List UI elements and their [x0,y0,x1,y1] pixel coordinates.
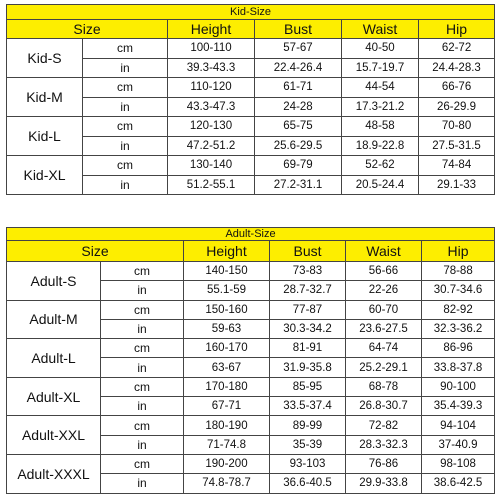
hip-value: 94-104 [422,416,495,435]
size-label: Adult-S [7,262,101,301]
waist-value: 17.3-21.2 [342,97,419,117]
height-value: 120-130 [168,117,255,137]
adult-size-table [6,227,495,494]
height-value: 74.8-78.7 [184,474,270,493]
waist-value: 26.8-30.7 [346,397,422,416]
bust-value: 93-103 [270,454,346,473]
unit-cm: cm [101,377,184,396]
table-row [7,416,495,435]
height-value: 55.1-59 [184,281,270,300]
unit-in: in [101,319,184,338]
bust-value: 89-99 [270,416,346,435]
header-size: Size [7,20,168,39]
hip-value: 33.8-37.8 [422,358,495,377]
header-bust: Bust [270,241,346,262]
height-value: 170-180 [184,377,270,396]
waist-value: 72-82 [346,416,422,435]
header-bust: Bust [255,20,342,39]
size-label: Adult-M [7,300,101,339]
header-hip: Hip [419,20,495,39]
bust-value: 77-87 [270,300,346,319]
hip-value: 27.5-31.5 [419,136,495,156]
height-value: 130-140 [168,156,255,176]
height-value: 190-200 [184,454,270,473]
unit-in: in [83,97,168,117]
table-row [7,454,495,473]
unit-cm: cm [83,78,168,98]
waist-value: 25.2-29.1 [346,358,422,377]
height-value: 100-110 [168,39,255,59]
height-value: 67-71 [184,397,270,416]
height-value: 71-74.8 [184,435,270,454]
table-row [7,39,495,59]
waist-value: 23.6-27.5 [346,319,422,338]
size-label: Adult-XXL [7,416,101,455]
hip-value: 38.6-42.5 [422,474,495,493]
hip-value: 26-29.9 [419,97,495,117]
unit-in: in [101,358,184,377]
waist-value: 52-62 [342,156,419,176]
size-label: Kid-XL [7,156,83,195]
size-label: Adult-XL [7,377,101,416]
waist-value: 64-74 [346,339,422,358]
bust-value: 33.5-37.4 [270,397,346,416]
unit-cm: cm [83,117,168,137]
size-label: Adult-XXXL [7,454,101,493]
bust-value: 69-79 [255,156,342,176]
bust-value: 25.6-29.5 [255,136,342,156]
waist-value: 56-66 [346,262,422,281]
unit-in: in [101,397,184,416]
hip-value: 74-84 [419,156,495,176]
hip-value: 62-72 [419,39,495,59]
hip-value: 30.7-34.6 [422,281,495,300]
height-value: 180-190 [184,416,270,435]
height-value: 63-67 [184,358,270,377]
unit-cm: cm [101,454,184,473]
bust-value: 24-28 [255,97,342,117]
hip-value: 86-96 [422,339,495,358]
hip-value: 37-40.9 [422,435,495,454]
waist-value: 76-86 [346,454,422,473]
unit-in: in [101,281,184,300]
waist-value: 68-78 [346,377,422,396]
hip-value: 70-80 [419,117,495,137]
size-label: Kid-L [7,117,83,156]
adult-size-title: Adult-Size [7,228,495,241]
size-label: Kid-S [7,39,83,78]
hip-value: 32.3-36.2 [422,319,495,338]
unit-cm: cm [101,416,184,435]
kid-size-table [6,4,495,195]
height-value: 150-160 [184,300,270,319]
unit-cm: cm [83,39,168,59]
bust-value: 85-95 [270,377,346,396]
table-row [7,300,495,319]
bust-value: 22.4-26.4 [255,58,342,78]
header-height: Height [184,241,270,262]
table-row [7,117,495,137]
height-value: 39.3-43.3 [168,58,255,78]
size-label: Kid-M [7,78,83,117]
waist-value: 40-50 [342,39,419,59]
waist-value: 15.7-19.7 [342,58,419,78]
waist-value: 29.9-33.8 [346,474,422,493]
size-label: Adult-L [7,339,101,378]
bust-value: 30.3-34.2 [270,319,346,338]
height-value: 110-120 [168,78,255,98]
hip-value: 35.4-39.3 [422,397,495,416]
bust-value: 31.9-35.8 [270,358,346,377]
bust-value: 36.6-40.5 [270,474,346,493]
bust-value: 27.2-31.1 [255,175,342,195]
hip-value: 90-100 [422,377,495,396]
hip-value: 98-108 [422,454,495,473]
hip-value: 66-76 [419,78,495,98]
waist-value: 20.5-24.4 [342,175,419,195]
unit-in: in [83,175,168,195]
waist-value: 22-26 [346,281,422,300]
header-size: Size [7,241,184,262]
bust-value: 57-67 [255,39,342,59]
height-value: 47.2-51.2 [168,136,255,156]
unit-cm: cm [101,262,184,281]
bust-value: 81-91 [270,339,346,358]
table-row [7,339,495,358]
waist-value: 18.9-22.8 [342,136,419,156]
waist-value: 48-58 [342,117,419,137]
height-value: 43.3-47.3 [168,97,255,117]
waist-value: 60-70 [346,300,422,319]
hip-value: 29.1-33 [419,175,495,195]
table-row [7,156,495,176]
bust-value: 35-39 [270,435,346,454]
header-waist: Waist [342,20,419,39]
unit-in: in [83,58,168,78]
height-value: 160-170 [184,339,270,358]
bust-value: 65-75 [255,117,342,137]
header-waist: Waist [346,241,422,262]
header-hip: Hip [422,241,495,262]
height-value: 140-150 [184,262,270,281]
height-value: 51.2-55.1 [168,175,255,195]
table-row [7,377,495,396]
unit-in: in [101,474,184,493]
hip-value: 24.4-28.3 [419,58,495,78]
unit-in: in [101,435,184,454]
waist-value: 28.3-32.3 [346,435,422,454]
bust-value: 61-71 [255,78,342,98]
header-height: Height [168,20,255,39]
unit-in: in [83,136,168,156]
bust-value: 73-83 [270,262,346,281]
hip-value: 78-88 [422,262,495,281]
table-row [7,78,495,98]
waist-value: 44-54 [342,78,419,98]
table-row [7,262,495,281]
unit-cm: cm [101,300,184,319]
unit-cm: cm [101,339,184,358]
unit-cm: cm [83,156,168,176]
bust-value: 28.7-32.7 [270,281,346,300]
hip-value: 82-92 [422,300,495,319]
kid-size-title: Kid-Size [7,5,495,20]
height-value: 59-63 [184,319,270,338]
